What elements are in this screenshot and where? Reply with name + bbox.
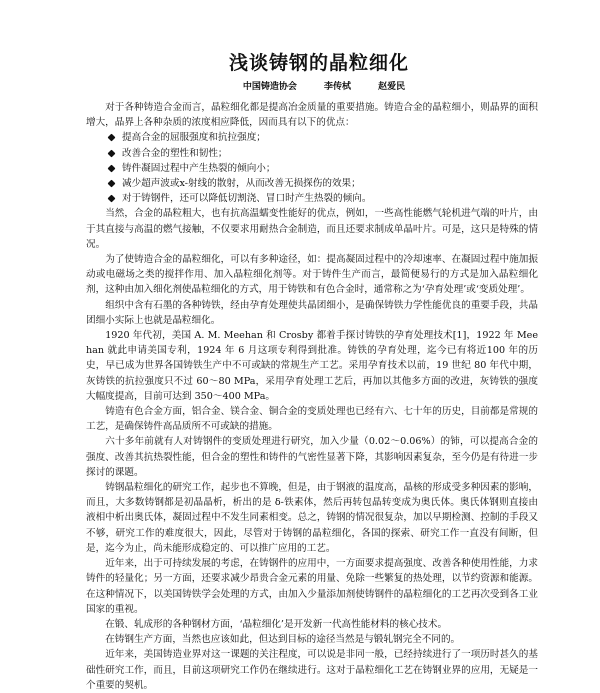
body-paragraph: 为了使铸造合金的晶粒细化，可以有多种途径，如：提高凝固过程中的冷却速率、在凝固过程中施加振动或电磁场之类的搅拌作用、加入晶粒细化剂等。对于铸件生产而言，最简便易行的方式是加入晶粒细化剂，这种由加入细化剂使晶粒细化的方式，用于铸铁和有色合金时，通常称之为‘孕育处理’或‘变质处理’。	[86, 254, 538, 296]
body-paragraph: 六十多年前就有人对铸钢件的变质处理进行研究，加入少量（0.02～0.06%）的铈，可以提高合金的强度、改善其抗热裂性能，但合金的塑性和铸件的气密性显著下降，其影响因素复杂，至今仍是有待进一步探讨的课题。	[86, 436, 538, 478]
list-item: 减少超声波或x-射线的散射，从而改善无损探伤的效果；	[108, 176, 538, 191]
author-affiliation: 中国铸造协会	[242, 82, 297, 92]
bullet-icon	[108, 164, 116, 172]
body-paragraph: 在锻、轧成形的各种钢材方面，‘晶粒细化’是开发新一代高性能材料的核心技术。	[105, 618, 448, 630]
authors-line	[86, 79, 538, 92]
body-paragraph: 近年来，出于可持续发展的考虑，在铸钢件的应用中，一方面要求提高强度、改善各种使用性能，力求铸件的轻量化；另一方面，还要求减少昂贵合金元素的用量、免除一些繁复的热处理，以节约资源和能源。在这种情况下，以美国铸铁学会处理的方式，由加入少量添加剂使铸钢件的晶粒细化的工艺再次受到各工业国家的重视。	[86, 558, 538, 615]
body-paragraph: 当然，合金的晶粒粗大，也有抗高温蠕变性能好的优点，例如，一些高性能燃气轮机进气端的叶片，由于其直接与高温的燃气接触，不仅要求用耐热合金制造，而且还要求制成单晶叶片。可是，这只是特殊的情况。	[86, 208, 538, 250]
list-item: 铸件凝固过程中产生热裂的倾向小；	[108, 161, 538, 176]
article-title: 浅谈铸钢的晶粒细化	[228, 52, 409, 74]
body-paragraph: 组织中含有石墨的各种铸铁，经由孕育处理使共晶团细小，是确保铸铁力学性能优良的重要手段，共晶团细小实际上也就是晶粒细化。	[86, 299, 538, 326]
intro-paragraph: 对于各种铸造合金而言，晶粒细化都是提高冶金质量的重要措施。铸造合金的晶粒细小，则晶界的面积增大，晶界上各种杂质的浓度相应降低，因而具有以下的优点：	[86, 102, 538, 129]
author-name: 赵爱民	[378, 82, 406, 92]
body-paragraph: 铸钢晶粒细化的研究工作，起步也不算晚，但是，由于钢液的温度高，晶核的形成受多种因素的影响，而且，大多数铸钢都是初晶晶析，析出的是 δ-铁素体，然后再转包晶转变成为奥氏体。奥氏体钢则直接由液相中析出奥氏体，凝固过程中不发生同素相变。总之，铸钢的情况很复杂，加以早期检测、控制的手段又不够，研究工作的难度很大，因此，尽管对于铸钢的晶粒细化，各国的探索、研究工作一直没有间断，但是，迄今为止，尚未能形成稳定的、可以推广应用的工艺。	[86, 482, 538, 554]
advantages-list	[86, 130, 538, 206]
bullet-icon	[108, 149, 116, 157]
list-item: 改善合金的塑性和韧性；	[108, 146, 538, 161]
body-paragraph: 在铸钢生产方面，当然也应该如此，但达到目标的途径当然是与锻轧钢完全不同的。	[105, 634, 461, 646]
bullet-icon	[108, 180, 116, 188]
list-item: 提高合金的屈服强度和抗拉强度；	[108, 130, 538, 145]
author-name: 李传栻	[323, 82, 351, 92]
body-paragraph: 近年来，美国铸造业界对这一课题的关注程度，可以说是非同一般，已经持续进行了一项历时甚久的基础性研究工作，而且，目前这项研究工作仍在继续进行。这对于晶粒细化工艺在铸钢业界的应用，无疑是一个重要的契机。	[86, 649, 538, 691]
list-item: 对于铸钢件，还可以降低切割浇、冒口时产生热裂的倾向。	[108, 191, 538, 206]
body-paragraph: 铸造有色合金方面，铝合金、镁合金、铜合金的变质处理也已经有六、七十年的历史，目前都是常规的工艺，是确保铸件高品质所不可或缺的措施。	[86, 406, 538, 433]
body-paragraph: 1920 年代初，美国 A. M. Meehan 和 Crosby 都着手探讨铸铁的孕育处理技术[1]，1922 年 Meehan 就此申请美国专利，1924 年 6 月这项专利得到批准。铸铁的孕育处理，迄今已有将近100 年的历史，早已成为世界各国铸铁生产中不可或缺的常规生产工艺。采用孕育技术以前，19 世纪 80 年代中期，灰铸铁的抗拉强度只不过 60～80 MPa，采用孕育处理工艺后，再加以其他多方面的改进，灰铸铁的强度大幅度提高，目前可达到 350～400 MPa。	[86, 330, 538, 402]
bullet-icon	[108, 134, 116, 142]
bullet-icon	[108, 195, 116, 203]
